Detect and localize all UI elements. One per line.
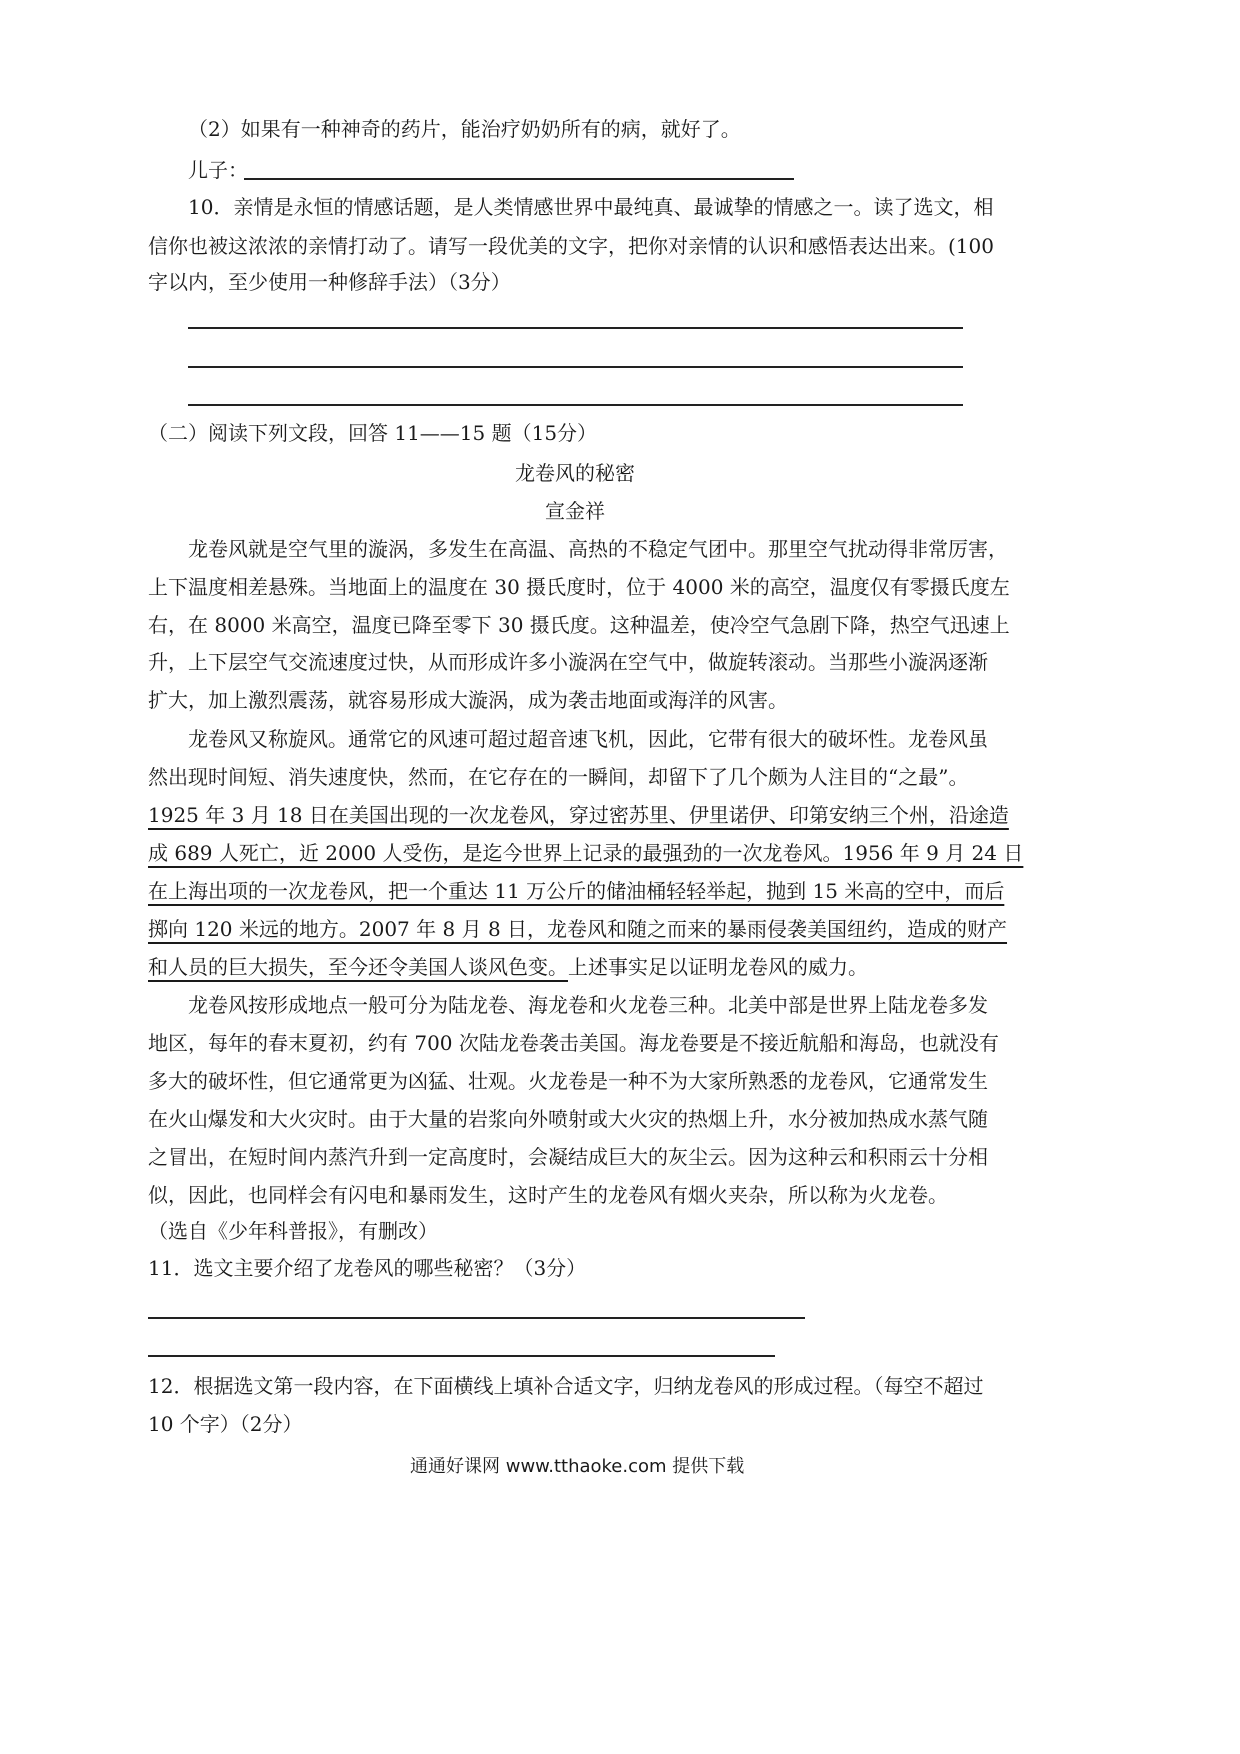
para2-underlined-line-1: 1925 年 3 月 18 日在美国出现的一次龙卷风，穿过密苏里、伊里诺伊、印第安纳三个州，沿途造	[148, 803, 1009, 827]
para3-line-1: 龙卷风按形成地点一般可分为陆龙卷、海龙卷和火龙卷三种。北美中部是世界上陆龙卷多发	[188, 993, 988, 1017]
para2-last-line	[148, 952, 868, 982]
para2-underlined-line-5: 和人员的巨大损失，至今还令美国人谈风色变。	[148, 955, 568, 979]
q9-answer-label: 儿子：	[188, 158, 248, 182]
para1-line-2: 上下温度相差悬殊。当地面上的温度在 30 摄氏度时，位于 4000 米的高空，温度仅有零摄氏度左	[148, 575, 1010, 599]
para2-underlined-line-3: 在上海出项的一次龙卷风，把一个重达 11 万公斤的储油桶轻轻举起，抛到 15 米高的空中，而后	[148, 879, 1005, 903]
para1-line-1: 龙卷风就是空气里的漩涡，多发生在高温、高热的不稳定气团中。那里空气扰动得非常厉害，	[188, 537, 1008, 561]
q10-line-3: 字以内，至少使用一种修辞手法）（3分）	[148, 270, 511, 294]
para3-line-4: 在火山爆发和大火灾时。由于大量的岩浆向外喷射或大火灾的热烟上升，水分被加热成水蒸气随	[148, 1107, 988, 1131]
section-heading: （二）阅读下列文段，回答 11——15 题（15分）	[148, 421, 598, 445]
para3-line-5: 之冒出，在短时间内蒸汽升到一定高度时，会凝结成巨大的灰尘云。因为这种云和积雨云十分相	[148, 1145, 988, 1169]
q10-line-1: 10．亲情是永恒的情感话题，是人类情感世界中最纯真、最诚挚的情感之一。读了选文，相	[188, 195, 994, 219]
q10-answer-line-2	[188, 366, 963, 368]
q10-answer-line-1	[188, 327, 963, 329]
q12-line-2: 10 个字）（2分）	[148, 1412, 303, 1436]
page-footer: 通通好课网 www.tthaoke.com 提供下载	[410, 1456, 745, 1477]
q11-answer-line-2	[148, 1355, 775, 1357]
q12-line-1: 12．根据选文第一段内容，在下面横线上填补合适文字，归纳龙卷风的形成过程。（每空不超过	[148, 1374, 984, 1398]
article-title: 龙卷风的秘密	[515, 461, 635, 485]
para3-line-6: 似，因此，也同样会有闪电和暴雨发生，这时产生的龙卷风有烟火夹杂，所以称为火龙卷。	[148, 1183, 948, 1207]
para1-line-4: 升，上下层空气交流速度过快，从而形成许多小漩涡在空气中，做旋转滚动。当那些小漩涡逐渐	[148, 650, 988, 674]
article-source: （选自《少年科普报》，有删改）	[148, 1219, 438, 1243]
para2-line-2: 然出现时间短、消失速度快，然而，在它存在的一瞬间，却留下了几个颇为人注目的“之最”。	[148, 765, 969, 789]
para3-line-3: 多大的破坏性，但它通常更为凶猛、壮观。火龙卷是一种不为大家所熟悉的龙卷风，它通常发生	[148, 1069, 988, 1093]
para1-line-5: 扩大，加上激烈震荡，就容易形成大漩涡，成为袭击地面或海洋的风害。	[148, 688, 788, 712]
q11-answer-line-1	[148, 1317, 805, 1319]
para2-line-1: 龙卷风又称旋风。通常它的风速可超过超音速飞机，因此，它带有很大的破坏性。龙卷风虽	[188, 727, 988, 751]
para2-tail: 上述事实足以证明龙卷风的威力。	[568, 955, 868, 979]
para2-underlined-line-2: 成 689 人死亡，近 2000 人受伤，是迄今世界上记录的最强劲的一次龙卷风。1956 年 9 月 24 日	[148, 841, 1024, 865]
para3-line-2: 地区，每年的春末夏初，约有 700 次陆龙卷袭击美国。海龙卷要是不接近航船和海岛，也就没有	[148, 1031, 999, 1055]
article-author: 宣金祥	[545, 499, 605, 523]
para1-line-3: 右，在 8000 米高空，温度已降至零下 30 摄氏度。这种温差，使冷空气急剧下降，热空气迅速上	[148, 613, 1010, 637]
q9-answer-line	[244, 178, 794, 180]
q10-answer-line-3	[188, 404, 963, 406]
para2-underlined-line-4: 掷向 120 米远的地方。2007 年 8 月 8 日，龙卷风和随之而来的暴雨侵袭美国纽约，造成的财产	[148, 917, 1008, 941]
q10-line-2: 信你也被这浓浓的亲情打动了。请写一段优美的文字，把你对亲情的认识和感悟表达出来。(100	[148, 234, 994, 258]
q11-text: 11．选文主要介绍了龙卷风的哪些秘密？（3分）	[148, 1256, 587, 1280]
q9-item-2: （2）如果有一种神奇的药片，能治疗奶奶所有的病，就好了。	[188, 117, 741, 141]
